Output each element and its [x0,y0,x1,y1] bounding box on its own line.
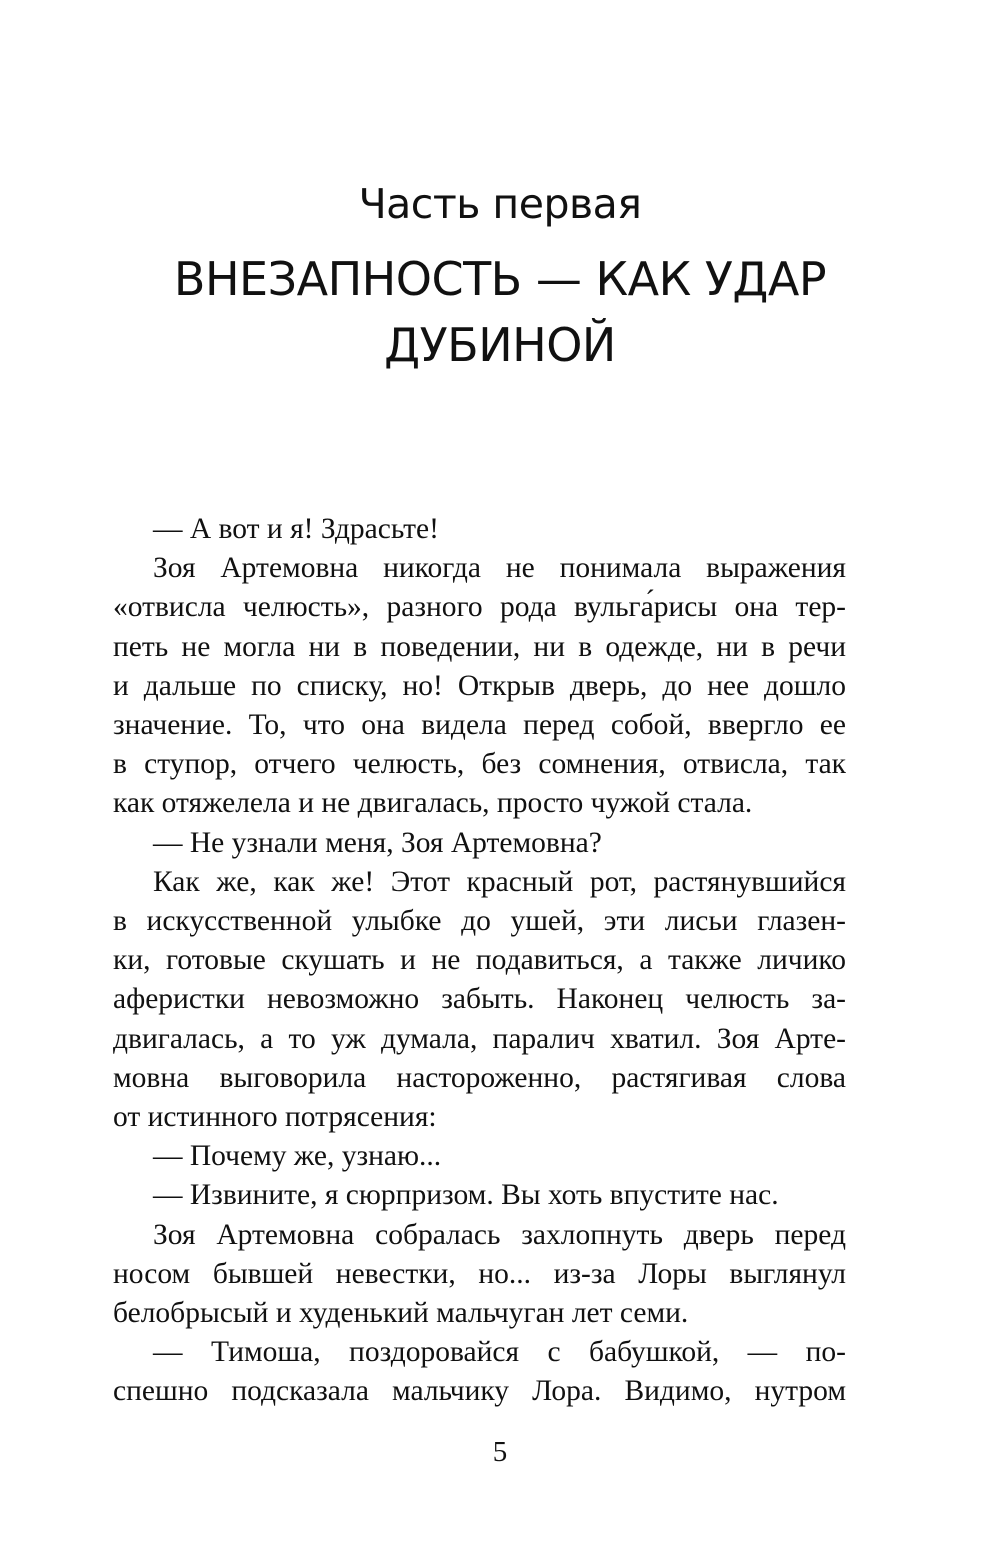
text-line: аферистки невозможно забыть. Наконец челюсть за- [113,983,846,1016]
chapter-title-line-1: ВНЕЗАПНОСТЬ — КАК УДАР [173,252,827,306]
chapter-title-line-2: ДУБИНОЙ [384,318,616,372]
text-line: значение. То, что она видела перед собой, ввергло ее [113,709,846,741]
text-line: — Не узнали меня, Зоя Артемовна? [153,826,602,859]
text-line: петь не могла ни в поведении, ни в одежде, ни в речи [113,630,846,663]
text-line: как отяжелела и не двигалась, просто чужой стала. [113,787,753,820]
text-line: в ступор, отчего челюсть, без сомнения, отвисла, так [113,748,846,781]
text-line: белобрысый и худенький мальчуган лет семи. [113,1297,689,1329]
text-line: «отвисла челюсть», разного рода вульга́рисы она тер- [113,591,846,624]
text-line: мовна выговорила настороженно, растягивая слова [113,1061,846,1094]
text-line: и дальше по списку, но! Открыв дверь, до нее дошло [113,669,846,702]
text-line: — Почему же, узнаю... [153,1140,442,1173]
text-line: Зоя Артемовна собралась захлопнуть дверь перед [153,1218,846,1251]
text-line: от истинного потрясения: [113,1101,437,1133]
chapter-title [0,246,1000,378]
text-line: в искусственной улыбке до ушей, эти лисьи глазен- [113,905,846,937]
page-number: 5 [492,1436,508,1468]
text-line: ки, готовые скушать и не подавиться, а также личико [113,944,846,977]
text-line: спешно подсказала мальчику Лора. Видимо, нутром [113,1375,846,1408]
text-line: двигалась, а то уж думала, паралич хватил. Зоя Арте- [113,1022,846,1055]
part-label: Часть первая [358,180,642,228]
text-line: носом бывшей невестки, но... из-за Лоры выглянул [113,1257,846,1290]
text-line: — Тимоша, поздоровайся с бабушкой, — по- [153,1336,846,1369]
text-line: Зоя Артемовна никогда не понимала выражения [153,552,846,585]
text-line: — А вот и я! Здрасьте! [153,513,439,545]
text-line: — Извините, я сюрпризом. Вы хоть впустите нас. [153,1179,779,1212]
text-line: Как же, как же! Этот красный рот, растянувшийся [153,865,846,898]
